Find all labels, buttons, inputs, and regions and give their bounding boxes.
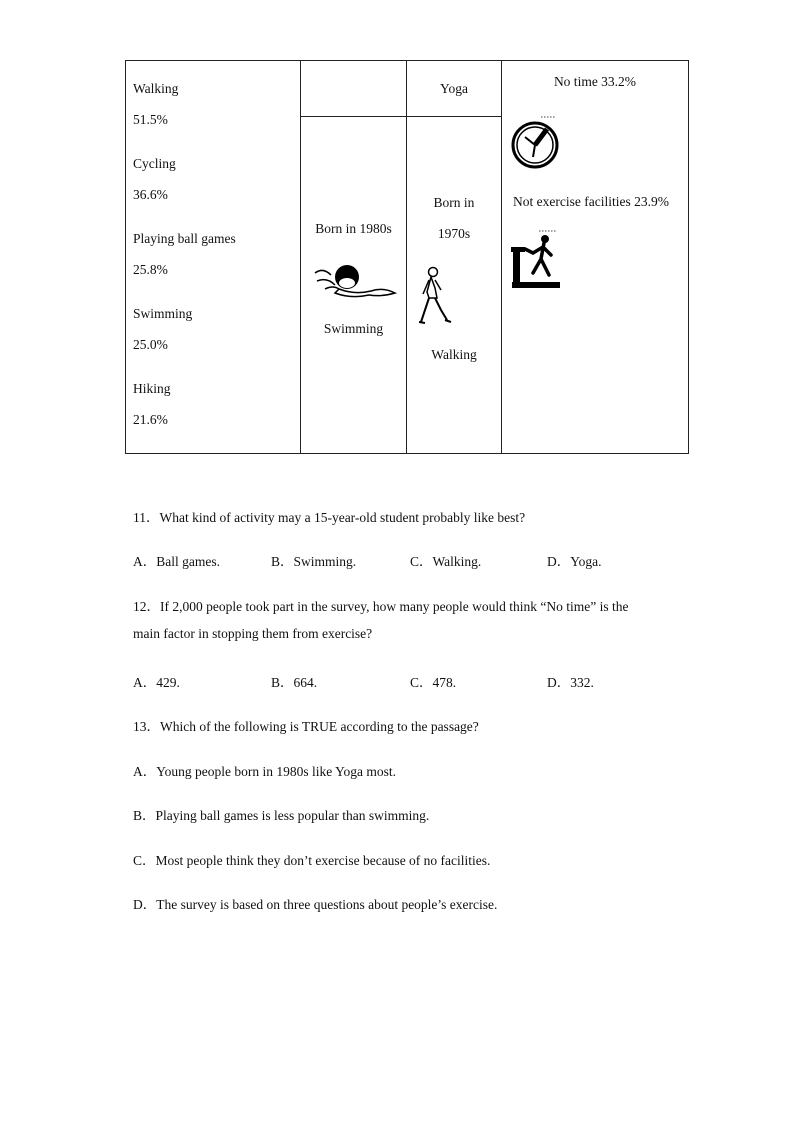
q12-option-d: D．332. [547,675,594,690]
q13-option-c: C．Most people think they don’t exercise because of no facilities. [133,853,491,868]
activity-percent: 25.0% [133,337,168,352]
activity-item [133,223,300,285]
walker-icon [419,266,455,326]
activity-name: Cycling [133,156,176,171]
question-11: 11．What kind of activity may a 15-year-old student probably like best? [133,510,526,525]
yoga-label: Yoga [440,80,468,96]
question-12-line1: 12．If 2,000 people took part in the survey, how many people would think “No time” is the [133,599,629,614]
q11-option-b: B．Swimming. [271,554,357,569]
empty-header-cell [301,61,407,117]
treadmill-icon [511,229,563,291]
activity-name: Hiking [133,381,171,396]
yoga-header-cell [407,61,502,117]
born-1970s-cell [407,117,502,454]
q12-option-c: C．478. [410,675,457,690]
activity-item [133,373,300,435]
activity-name: Playing ball games [133,231,236,246]
question-12-line2: main factor in stopping them from exercise? [133,626,373,641]
activity-name: Walking [133,81,179,96]
born-1980s-activity: Swimming [323,321,384,336]
born-1970s-line2: 1970s [437,226,471,241]
activity-item [133,298,300,360]
activity-percent: 21.6% [133,412,168,427]
clock-icon [511,113,561,179]
born-1970s-activity: Walking [431,347,477,362]
q11-option-a: A．Ball games. [133,554,220,569]
reasons-cell [502,61,689,454]
born-1970s-line1: Born in [433,195,475,210]
activity-item [133,73,300,135]
q11-option-c: C．Walking. [410,554,482,569]
activity-item [133,148,300,210]
q12-option-a: A．429. [133,675,180,690]
q12-option-b: B．664. [271,675,318,690]
activity-percent: 51.5% [133,112,168,127]
activity-percent: 36.6% [133,187,168,202]
q11-option-d: D．Yoga. [547,554,602,569]
born-1980s-label: Born in 1980s [315,221,392,236]
activity-list-cell [126,61,301,454]
q13-option-b: B．Playing ball games is less popular than swimming. [133,808,430,823]
q13-option-d: D．The survey is based on three questions about people’s exercise. [133,897,498,912]
no-time-label: No time 33.2% [553,74,637,89]
activity-name: Swimming [133,306,193,321]
activity-percent: 25.8% [133,262,168,277]
survey-table [125,60,689,454]
born-1980s-cell [301,117,407,454]
q13-option-a: A．Young people born in 1980s like Yoga most. [133,764,397,779]
no-facilities-label: Not exercise facilities 23.9% [513,194,669,209]
question-13: 13．Which of the following is TRUE according to the passage? [133,719,479,734]
swimmer-icon [311,263,397,299]
